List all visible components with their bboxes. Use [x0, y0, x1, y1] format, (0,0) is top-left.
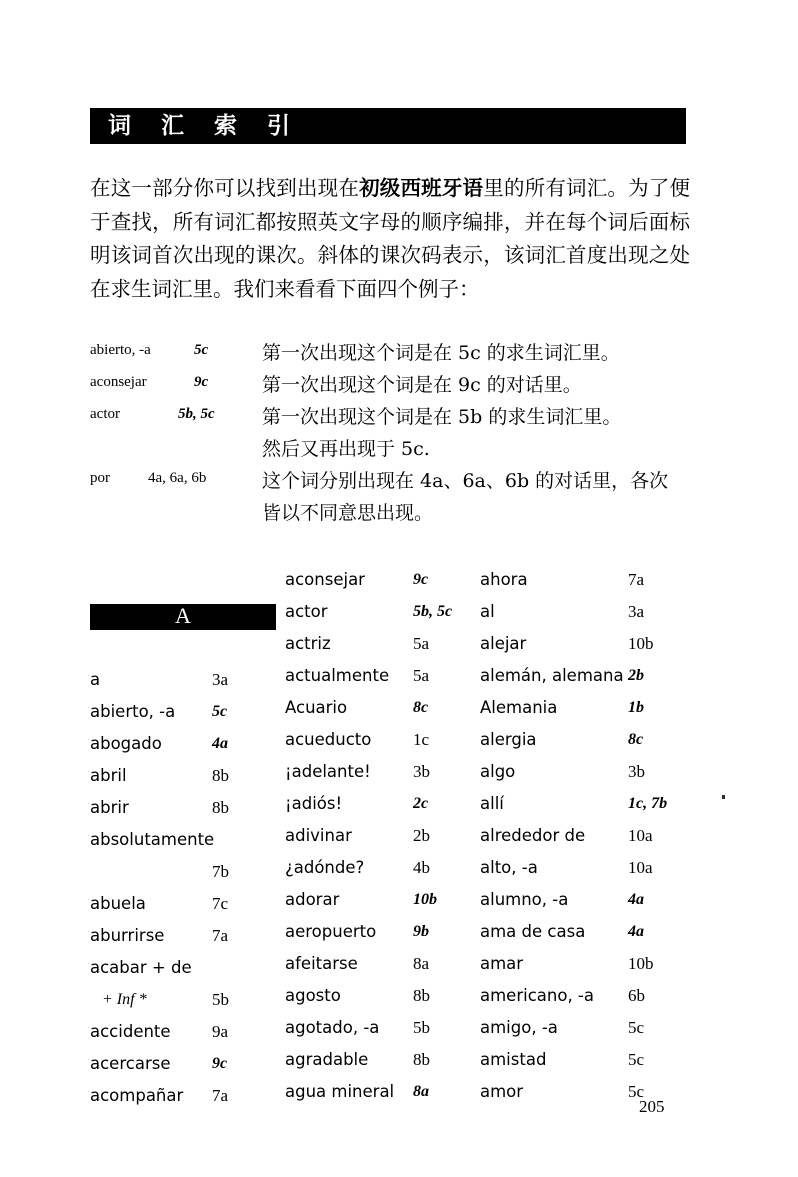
index-entry-lesson-ref: 3a	[628, 602, 645, 621]
index-entry-lesson-ref: 8b	[413, 986, 430, 1005]
index-entry-lesson-ref: 5b	[413, 1018, 430, 1037]
index-entry-lesson-ref: 7b	[212, 862, 229, 881]
index-entry	[285, 598, 485, 630]
index-entry	[480, 1046, 680, 1078]
index-entry-lesson-ref: 3a	[212, 670, 229, 689]
index-entry	[90, 922, 290, 954]
intro-text-bold: 初级西班牙语	[359, 176, 484, 200]
example-word: actor	[90, 406, 120, 422]
index-entry-term: abogado	[90, 734, 162, 753]
index-entry-lesson-ref: 7c	[212, 894, 229, 913]
example-word: por	[90, 470, 110, 486]
index-entry	[90, 890, 290, 922]
index-entry-lesson-ref: 4a	[628, 923, 644, 940]
index-entry-lesson-ref: 5a	[413, 666, 430, 685]
index-entry-lesson-ref: 6b	[628, 986, 645, 1005]
index-entry	[90, 1018, 290, 1050]
index-entry-term: amar	[480, 954, 524, 973]
index-entry-lesson-ref: 2c	[413, 795, 429, 812]
index-entry-lesson-ref: 5b	[212, 990, 229, 1009]
index-entry-term: alumno, -a	[480, 890, 569, 909]
index-entry	[90, 858, 290, 890]
index-entry-lesson-ref: 8c	[628, 731, 644, 748]
index-entry-term: abierto, -a	[90, 702, 176, 721]
index-entry	[480, 758, 680, 790]
index-entry	[480, 566, 680, 598]
index-entry	[90, 794, 290, 826]
example-lesson-ref: 5b, 5c	[178, 406, 215, 422]
example-lesson-ref: 4a, 6a, 6b	[148, 470, 207, 486]
index-entry-term: Acuario	[285, 698, 348, 717]
example-description: 第一次出现这个词是在 5b 的求生词汇里。	[262, 406, 622, 428]
index-entry-term: allí	[480, 794, 504, 813]
index-entry-term: accidente	[90, 1022, 171, 1041]
index-entry	[480, 662, 680, 694]
index-entry-term: acompañar	[90, 1086, 184, 1105]
index-entry	[285, 918, 485, 950]
index-entry	[285, 790, 485, 822]
index-column-3	[480, 566, 680, 1110]
index-entry	[480, 918, 680, 950]
index-entry	[285, 1078, 485, 1110]
index-entry-term: amor	[480, 1082, 524, 1101]
index-entry	[90, 826, 290, 858]
page-number: 205	[639, 1097, 665, 1116]
index-entry-term: ahora	[480, 570, 528, 589]
index-entry-term: a	[90, 670, 101, 689]
index-entry-lesson-ref: 4b	[413, 858, 430, 877]
index-entry	[480, 790, 680, 822]
index-entry-lesson-ref: 5c	[628, 1018, 645, 1037]
example-lesson-ref: 9c	[194, 374, 209, 390]
index-entry-term: adivinar	[285, 826, 352, 845]
index-entry-term: alrededor de	[480, 826, 586, 845]
index-entry-term: ¡adelante!	[285, 762, 371, 781]
index-entry-term: adorar	[285, 890, 340, 909]
index-entry	[480, 822, 680, 854]
index-entry-lesson-ref: 8b	[413, 1050, 430, 1069]
index-entry-lesson-ref: 8b	[212, 798, 229, 817]
index-entry-lesson-ref: 8c	[413, 699, 429, 716]
index-entry-lesson-ref: 3b	[628, 762, 645, 781]
index-entry-term: alejar	[480, 634, 527, 653]
index-entry	[285, 1014, 485, 1046]
index-entry-lesson-ref: 9c	[212, 1055, 228, 1072]
index-entry	[285, 662, 485, 694]
index-entry	[480, 598, 680, 630]
index-entry-lesson-ref: 9c	[413, 571, 429, 588]
index-entry-term: al	[480, 602, 495, 621]
page-title: 词 汇 索 引	[108, 113, 302, 139]
index-entry-term: acabar + de	[90, 958, 192, 977]
index-entry	[285, 1046, 485, 1078]
index-entry	[480, 854, 680, 886]
example-description-continued: 然后又再出现于 5c.	[262, 438, 430, 460]
index-entry-lesson-ref: 7a	[212, 1086, 229, 1105]
letter-section-label: A	[175, 603, 191, 628]
index-entry-term: agradable	[285, 1050, 369, 1069]
example-description: 第一次出现这个词是在 9c 的对话里。	[262, 374, 582, 396]
index-entry-term: afeitarse	[285, 954, 358, 973]
index-entry-term: Alemania	[480, 698, 558, 717]
index-entry-term: aeropuerto	[285, 922, 377, 941]
intro-text-part1: 在这一部分你可以找到出现在	[90, 176, 360, 200]
index-entry-term: agotado, -a	[285, 1018, 380, 1037]
index-entry-term: abrir	[90, 798, 129, 817]
index-entry	[480, 1014, 680, 1046]
index-entry-lesson-ref: 9b	[413, 923, 429, 940]
index-entry-lesson-ref: 10a	[628, 826, 653, 845]
example-row	[90, 466, 690, 498]
index-entry-lesson-ref: 5a	[413, 634, 430, 653]
index-entry	[90, 954, 290, 986]
example-row	[90, 402, 690, 434]
index-entry	[285, 822, 485, 854]
index-entry-term: alergia	[480, 730, 537, 749]
intro-paragraph	[90, 172, 690, 306]
index-entry-lesson-ref: 5c	[628, 1082, 645, 1101]
index-entry	[285, 950, 485, 982]
index-entry-term: amigo, -a	[480, 1018, 558, 1037]
index-entry-lesson-ref: 5c	[628, 1050, 645, 1069]
index-entry-term: aburrirse	[90, 926, 165, 945]
scan-artifact	[722, 795, 725, 799]
index-entry-term: actriz	[285, 634, 331, 653]
index-entry-lesson-ref: 3b	[413, 762, 430, 781]
example-lesson-ref: 5c	[194, 342, 209, 358]
index-entry	[285, 854, 485, 886]
index-entry-term: + Inf *	[102, 991, 147, 1008]
index-entry-lesson-ref: 7a	[628, 570, 645, 589]
intro-text-part2: 里的所有词汇。为了便于查找，所有词汇都按照英文字母的顺序编排，并在每个词后面标明该词首次出现的课次。斜体的课次码表示，该词汇首度出现之处在求生词汇里。我们来看看下面四个例子：	[90, 176, 691, 301]
index-entry	[480, 886, 680, 918]
example-description: 这个词分别出现在 4a、6a、6b 的对话里，各次	[262, 470, 669, 492]
example-description-continued: 皆以不同意思出现。	[262, 502, 434, 524]
index-entry-lesson-ref: 10a	[628, 858, 653, 877]
index-entry-lesson-ref: 10b	[628, 634, 654, 653]
index-entry-term: abuela	[90, 894, 146, 913]
index-entry-lesson-ref: 4a	[628, 891, 644, 908]
index-entry-term: actualmente	[285, 666, 390, 685]
index-entry-term: acercarse	[90, 1054, 171, 1073]
index-entry	[285, 694, 485, 726]
index-entry-lesson-ref: 4a	[212, 735, 228, 752]
index-entry-lesson-ref: 1c	[413, 730, 430, 749]
example-row	[90, 370, 690, 402]
example-row-continuation	[90, 498, 690, 530]
example-list	[90, 338, 690, 530]
index-entry	[285, 886, 485, 918]
index-entry	[285, 630, 485, 662]
index-entry-lesson-ref: 5b, 5c	[413, 603, 453, 620]
index-entry-term: agosto	[285, 986, 341, 1005]
index-entry	[480, 982, 680, 1014]
index-entry-term: algo	[480, 762, 516, 781]
index-entry	[90, 762, 290, 794]
index-entry-lesson-ref: 2b	[628, 667, 644, 684]
index-entry	[90, 1082, 290, 1114]
index-entry-term: amistad	[480, 1050, 547, 1069]
example-word: aconsejar	[90, 374, 147, 390]
index-entry-lesson-ref: 1c, 7b	[628, 795, 668, 812]
index-entry-term: alemán, alemana	[480, 666, 624, 685]
index-entry-term: ¿adónde?	[285, 858, 365, 877]
example-word: abierto, -a	[90, 342, 151, 358]
index-entry	[480, 726, 680, 758]
example-description: 第一次出现这个词是在 5c 的求生词汇里。	[262, 342, 620, 364]
index-entry-lesson-ref: 1b	[628, 699, 644, 716]
index-entry-term: alto, -a	[480, 858, 538, 877]
example-row	[90, 338, 690, 370]
index-entry-lesson-ref: 8b	[212, 766, 229, 785]
index-entry	[285, 566, 485, 598]
index-entry	[480, 694, 680, 726]
index-entry-term: absolutamente	[90, 830, 215, 849]
index-entry-term: americano, -a	[480, 986, 594, 1005]
index-entry-lesson-ref: 5c	[212, 703, 228, 720]
index-entry	[285, 726, 485, 758]
index-entry-lesson-ref: 2b	[413, 826, 430, 845]
index-entry-lesson-ref: 10b	[413, 891, 437, 908]
index-entry	[285, 758, 485, 790]
index-entry	[285, 982, 485, 1014]
index-entry-lesson-ref: 8a	[413, 954, 430, 973]
index-entry	[90, 1050, 290, 1082]
index-entry-term: aconsejar	[285, 570, 365, 589]
index-column-1	[90, 666, 290, 1114]
example-row-continuation	[90, 434, 690, 466]
index-entry-term: ama de casa	[480, 922, 586, 941]
index-entry-term: agua mineral	[285, 1082, 395, 1101]
index-entry-term: ¡adiós!	[285, 794, 343, 813]
index-entry	[90, 730, 290, 762]
index-entry-term: actor	[285, 602, 328, 621]
index-entry	[90, 986, 290, 1018]
index-entry-lesson-ref: 10b	[628, 954, 654, 973]
index-entry-lesson-ref: 8a	[413, 1083, 429, 1100]
index-entry-term: acueducto	[285, 730, 372, 749]
index-entry	[480, 630, 680, 662]
index-entry	[90, 666, 290, 698]
index-entry	[480, 950, 680, 982]
index-entry-lesson-ref: 7a	[212, 926, 229, 945]
index-entry-lesson-ref: 9a	[212, 1022, 229, 1041]
index-entry-term: abril	[90, 766, 127, 785]
index-entry	[90, 698, 290, 730]
index-column-2	[285, 566, 485, 1110]
